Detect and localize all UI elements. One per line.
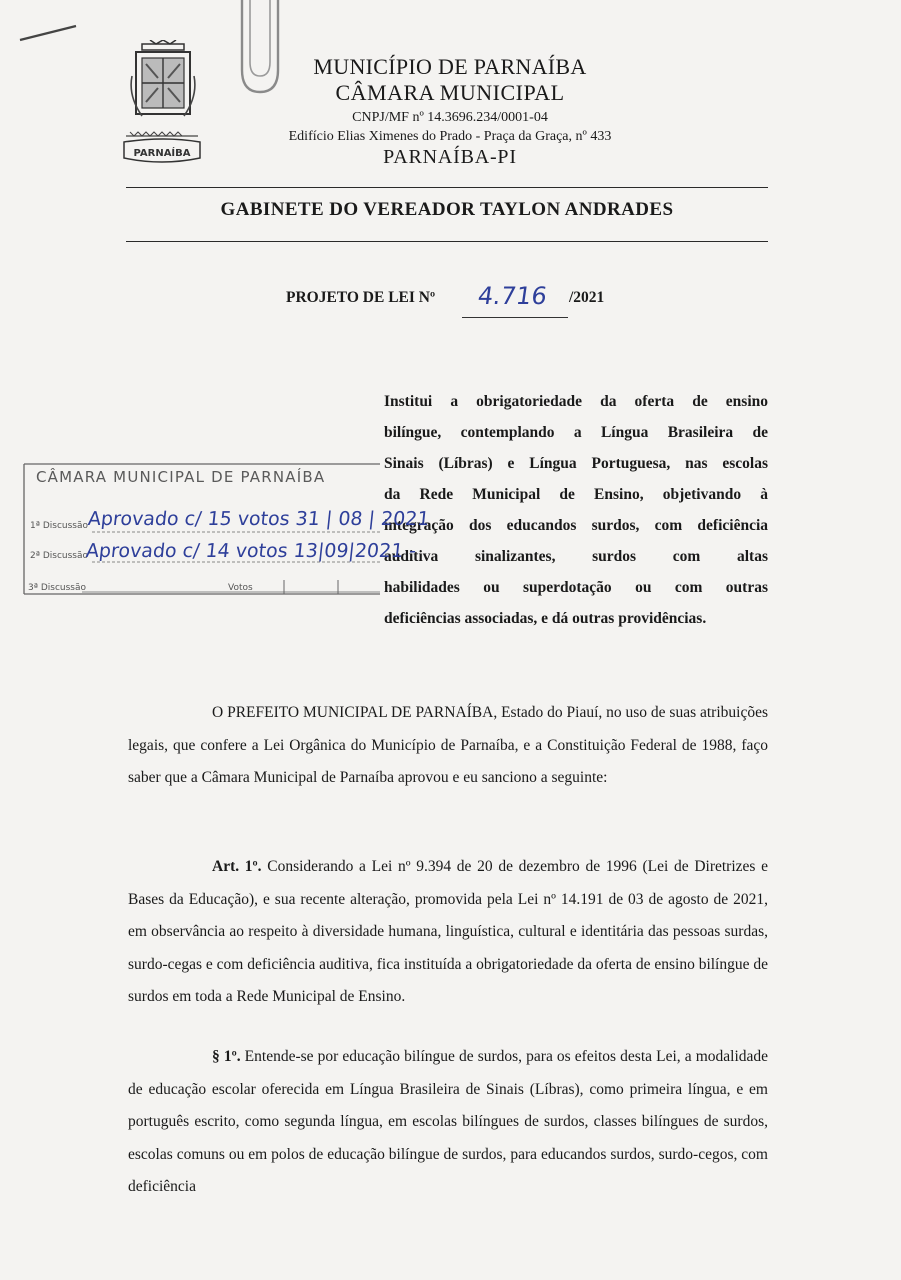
projeto-underline [462,317,568,318]
header-city: PARNAÍBA-PI [383,146,517,168]
stamp-label-2: 2ª Discussão [30,551,88,561]
art1-label: Art. 1º. [212,858,262,875]
header-address: Edifício Elias Ximenes do Prado - Praça da Graça, nº 433 [288,129,612,144]
parnaiba-seal-icon [120,128,204,168]
ementa-line: integração dos educandos surdos, com deficiência [384,517,768,534]
par1-text: Entende-se por educação bilíngue de surdos, para os efeitos desta Lei, a modalidade de educação escolar oferecida em Língua Brasileira de Sinais (Líbras), como primeira língua, e em português escrito, como segunda língua, em escolas bilíngues de surdos, classes bilíngues de surdos, escolas comuns ou em polos de educação bilíngue de surdos, para educandos surdos, surdo-cegos, com deficiência [128,1048,769,1196]
gabinete-title: GABINETE DO VEREADOR TAYLON ANDRADES [220,199,674,220]
seal-text: PARNAÍBA [133,148,191,159]
divider-top [126,187,768,188]
ementa-line: habilidades ou superdotação ou com outras [384,579,768,596]
preambulo-text: O PREFEITO MUNICIPAL DE PARNAÍBA, Estado do Piauí, no uso de suas atribuições legais, que confere a Lei Orgânica do Município de Parnaíba, e a Constituição Federal de 1988, faço saber que a Câmara Municipal de Parnaíba aprovou e eu sanciono a seguinte: [128,704,768,787]
header-cnpj: CNPJ/MF nº 14.3696.234/0001-04 [352,110,548,125]
ementa [384,386,768,634]
par1-label: § 1º. [212,1048,241,1065]
artigo-1 [128,851,768,1014]
header-camara: CÂMARA MUNICIPAL [335,80,565,105]
pen-mark [18,22,78,44]
projeto-label: PROJETO DE LEI Nº [286,289,436,306]
header-municipio: MUNICÍPIO DE PARNAÍBA [313,54,587,79]
stamp-votos: Votos [228,583,253,593]
projeto-ano: /2021 [569,289,605,306]
paragrafo-1 [128,1041,768,1204]
stamp-label-1: 1ª Discussão [30,521,88,531]
art1-text: Considerando a Lei nº 9.394 de 20 de dezembro de 1996 (Lei de Diretrizes e Bases da Educação), e sua recente alteração, promovida pela Lei nº 14.191 de 03 de agosto de 2021, em observância ao respeito à diversidade humana, linguística, cultural e identitária das pessoas surdas, surdo-cegas e com deficiência auditiva, fica instituída a obrigatoriedade da oferta de ensino bilíngue de surdos em toda a Rede Municipal de Ensino. [128,858,768,1006]
handwritten-discussion-2: Aprovado c/ 14 votos 13|09|2021 - [84,540,418,562]
divider-bottom [126,241,768,242]
ementa-line: Institui a obrigatoriedade da oferta de ensino [384,393,768,410]
coat-of-arms-icon [128,40,198,120]
ementa-line: bilíngue, contemplando a Língua Brasileira de [384,424,768,441]
ementa-line: Sinais (Líbras) e Língua Portuguesa, nas escolas [384,455,768,472]
handwritten-discussion-1: Aprovado c/ 15 votos 31 | 08 | 2021 [86,508,431,530]
ementa-line: auditiva sinalizantes, surdos com altas [384,548,768,565]
stamp-title: CÂMARA MUNICIPAL DE PARNAÍBA [36,468,326,486]
ementa-line: deficiências associadas, e dá outras providências. [384,610,707,627]
stamp-label-3: 3ª Discussão [28,583,86,593]
ementa-line: da Rede Municipal de Ensino, objetivando à [384,486,768,503]
preambulo [128,697,768,795]
projeto-numero: 4.716 [476,282,549,310]
